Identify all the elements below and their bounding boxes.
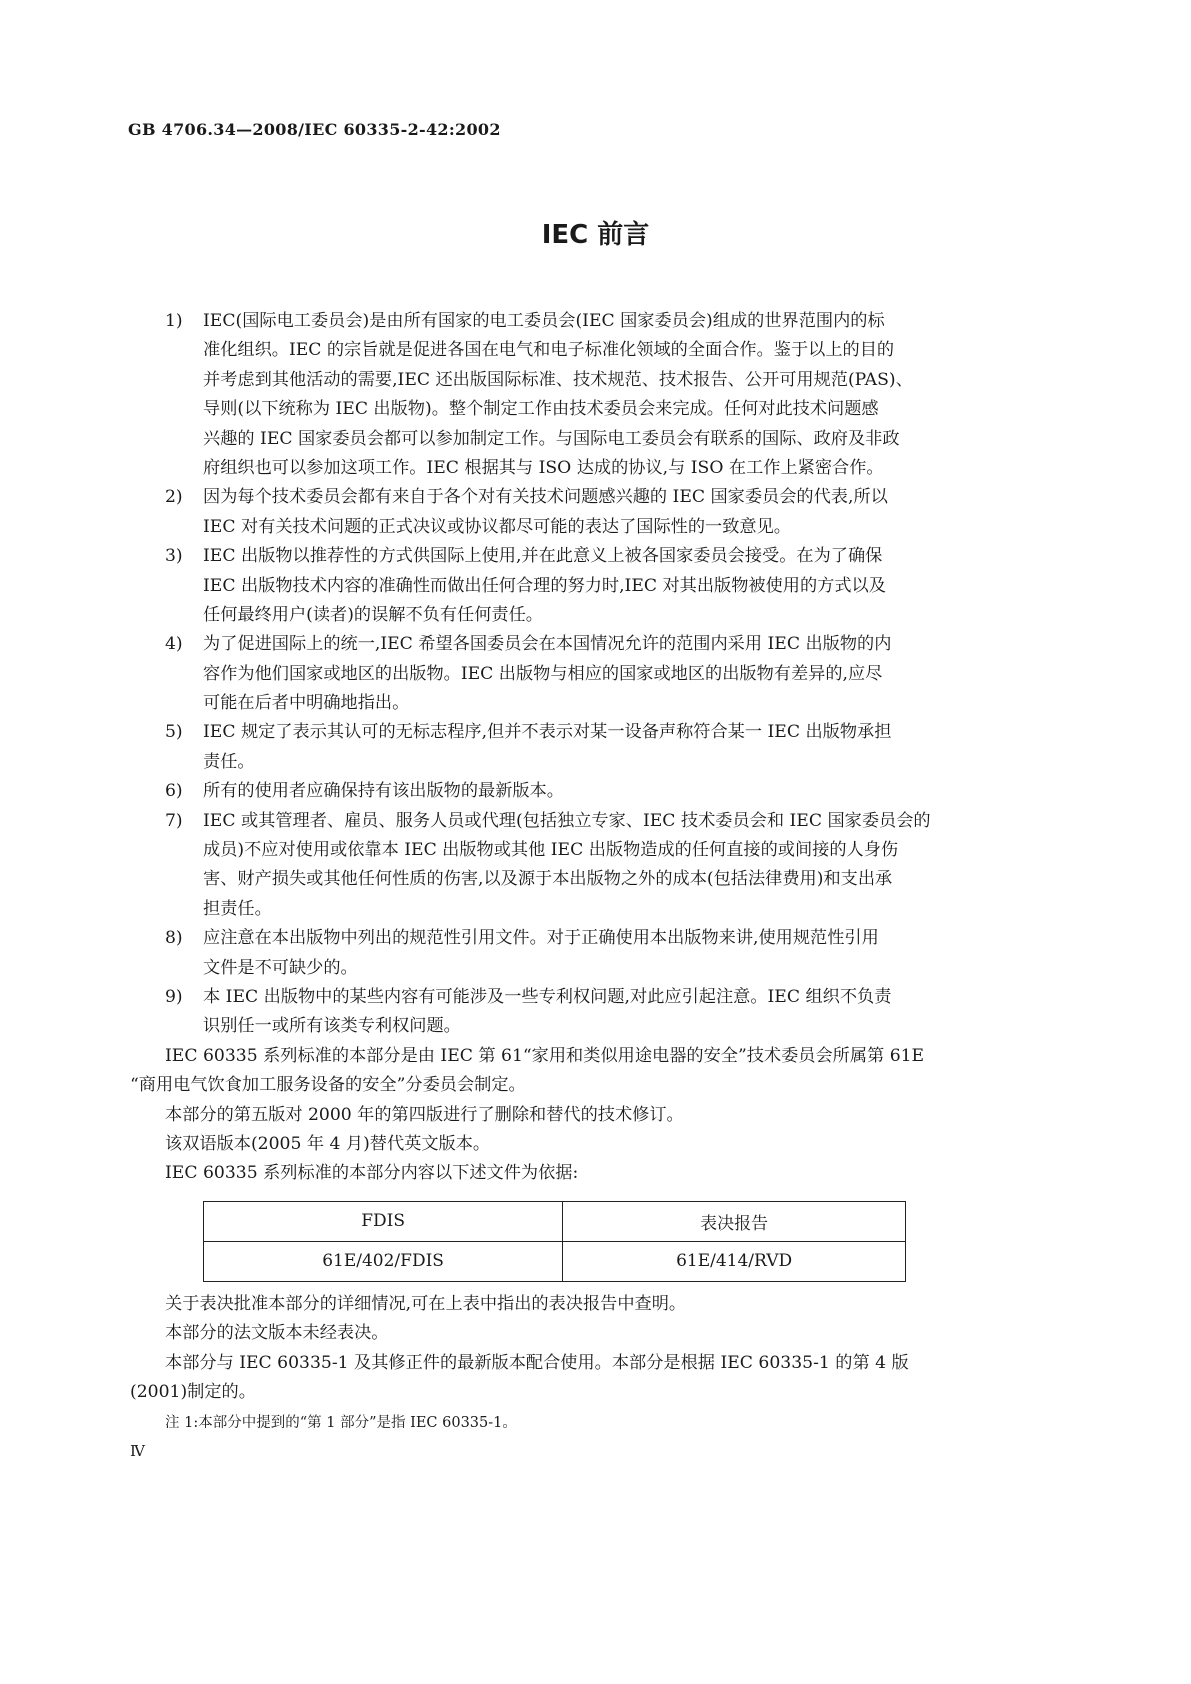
item-number: 9) <box>165 986 183 1007</box>
page-number: Ⅳ <box>130 1442 145 1461</box>
paragraph <box>130 1319 990 1348</box>
list-item <box>130 777 990 806</box>
line-text: 9) 本 IEC 出版物中的某些内容有可能涉及一些专利权问题,对此应引起注意。IEC 组织不负责 <box>130 983 990 1012</box>
line-text: IEC 对有关技术问题的正式决议或协议都尽可能的表达了国际性的一致意见。 <box>203 516 791 537</box>
table-cell: 61E/414/RVD <box>563 1241 906 1281</box>
line-text: 1) IEC(国际电工委员会)是由所有国家的电工委员会(IEC 国家委员会)组成的世界范围内的标 <box>130 307 990 336</box>
line-text: 本部分的第五版对 2000 年的第四版进行了删除和替代的技术修订。 <box>165 1104 684 1125</box>
line-text: 容作为他们国家或地区的出版物。IEC 出版物与相应的国家或地区的出版物有差异的,应尽 <box>203 663 883 684</box>
line-text: 成员)不应对使用或依靠本 IEC 出版物或其他 IEC 出版物造成的任何直接的或间接的人身伤 <box>203 840 899 861</box>
item-number: 2) <box>165 487 183 508</box>
paragraph <box>130 1042 990 1101</box>
note: 注 1:本部分中提到的“第 1 部分”是指 IEC 60335-1。 <box>165 1415 517 1432</box>
paragraph <box>130 1130 990 1159</box>
item-number: 1) <box>165 311 183 331</box>
line-text: 并考虑到其他活动的需要,IEC 还出版国际标准、技术规范、技术报告、公开可用规范(PAS)、 <box>203 369 913 390</box>
line-text: 3) IEC 出版物以推荐性的方式供国际上使用,并在此意义上被各国家委员会接受。在为了确保 <box>130 542 990 571</box>
table-header-cell: 表决报告 <box>563 1201 906 1241</box>
line-text: 文件是不可缺少的。 <box>203 957 358 978</box>
paragraph <box>130 1349 990 1408</box>
paragraph <box>130 1101 990 1130</box>
line-text: 本部分与 IEC 60335-1 及其修正件的最新版本配合使用。本部分是根据 IEC 60335-1 的第 4 版 <box>165 1352 909 1373</box>
line-text: 害、财产损失或其他任何性质的伤害,以及源于本出版物之外的成本(包括法律费用)和支出承 <box>203 869 893 890</box>
paragraph <box>130 1159 990 1188</box>
list-item <box>130 483 990 542</box>
line-text: 担责任。 <box>203 898 272 919</box>
line-text: (2001)制定的。 <box>130 1381 256 1402</box>
line-text: 4) 为了促进国际上的统一,IEC 希望各国委员会在本国情况允许的范围内采用 IEC 出版物的内 <box>130 630 990 659</box>
line-text: 关于表决批准本部分的详细情况,可在上表中指出的表决报告中查明。 <box>165 1293 687 1314</box>
running-header: GB 4706.34—2008/IEC 60335-2-42:2002 <box>128 120 501 139</box>
line-text: 识别任一或所有该类专利权问题。 <box>203 1016 461 1037</box>
line-text: 2) 因为每个技术委员会都有来自于各个对有关技术问题感兴趣的 IEC 国家委员会的代表,所以 <box>130 483 990 512</box>
line-text: 准化组织。IEC 的宗旨就是促进各国在电气和电子标准化领域的全面合作。鉴于以上的目的 <box>203 340 895 361</box>
line-text: IEC 出版物技术内容的准确性而做出任何合理的努力时,IEC 对其出版物被使用的方式以及 <box>203 575 886 596</box>
item-number: 3) <box>165 546 183 567</box>
paragraph <box>130 1290 990 1319</box>
table-cell: 61E/402/FDIS <box>204 1241 563 1281</box>
list-item <box>130 807 990 925</box>
line-text: IEC 60335 系列标准的本部分是由 IEC 第 61“家用和类似用途电器的安全”技术委员会所属第 61E <box>165 1045 925 1066</box>
line-text: 府组织也可以参加这项工作。IEC 根据其与 ISO 达成的协议,与 ISO 在工作上紧密合作。 <box>203 457 884 478</box>
item-number: 5) <box>165 722 183 743</box>
voting-table <box>203 1201 906 1282</box>
list-item <box>130 542 990 630</box>
line-text: 导则(以下统称为 IEC 出版物)。整个制定工作由技术委员会来完成。任何对此技术问题感 <box>203 399 879 420</box>
line-text: 7) IEC 或其管理者、雇员、服务人员或代理(包括独立专家、IEC 技术委员会和 IEC 国家委员会的 <box>130 807 990 836</box>
line-text: 本部分的法文版本未经表决。 <box>165 1323 389 1344</box>
line-text: 8) 应注意在本出版物中列出的规范性引用文件。对于正确使用本出版物来讲,使用规范性引用 <box>130 924 990 953</box>
line-text: 6) 所有的使用者应确保持有该出版物的最新版本。 <box>130 777 990 806</box>
list-item <box>130 630 990 718</box>
table-header-row <box>204 1201 906 1241</box>
list-item <box>130 718 990 777</box>
item-number: 6) <box>165 781 183 802</box>
line-text: 任何最终用户(读者)的误解不负有任何责任。 <box>203 604 543 625</box>
item-number: 7) <box>165 810 183 831</box>
line-text: 可能在后者中明确地指出。 <box>203 693 410 714</box>
list-item <box>130 983 990 1042</box>
line-text: 责任。 <box>203 751 255 772</box>
line-text: “商用电气饮食加工服务设备的安全”分委员会制定。 <box>130 1075 526 1096</box>
table-row <box>204 1241 906 1281</box>
table-header-cell: FDIS <box>204 1201 563 1241</box>
page-title: IEC 前言 <box>541 220 650 250</box>
item-number: 8) <box>165 928 183 949</box>
line-text: 5) IEC 规定了表示其认可的无标志程序,但并不表示对某一设备声称符合某一 IEC 出版物承担 <box>130 718 990 747</box>
document-body <box>130 307 990 1463</box>
line-text: IEC 60335 系列标准的本部分内容以下述文件为依据: <box>165 1163 579 1184</box>
line-text: 该双语版本(2005 年 4 月)替代英文版本。 <box>165 1133 491 1154</box>
line-text: 兴趣的 IEC 国家委员会都可以参加制定工作。与国际电工委员会有联系的国际、政府及非政 <box>203 428 900 449</box>
list-item <box>130 307 990 483</box>
item-number: 4) <box>165 634 183 655</box>
list-item <box>130 924 990 983</box>
